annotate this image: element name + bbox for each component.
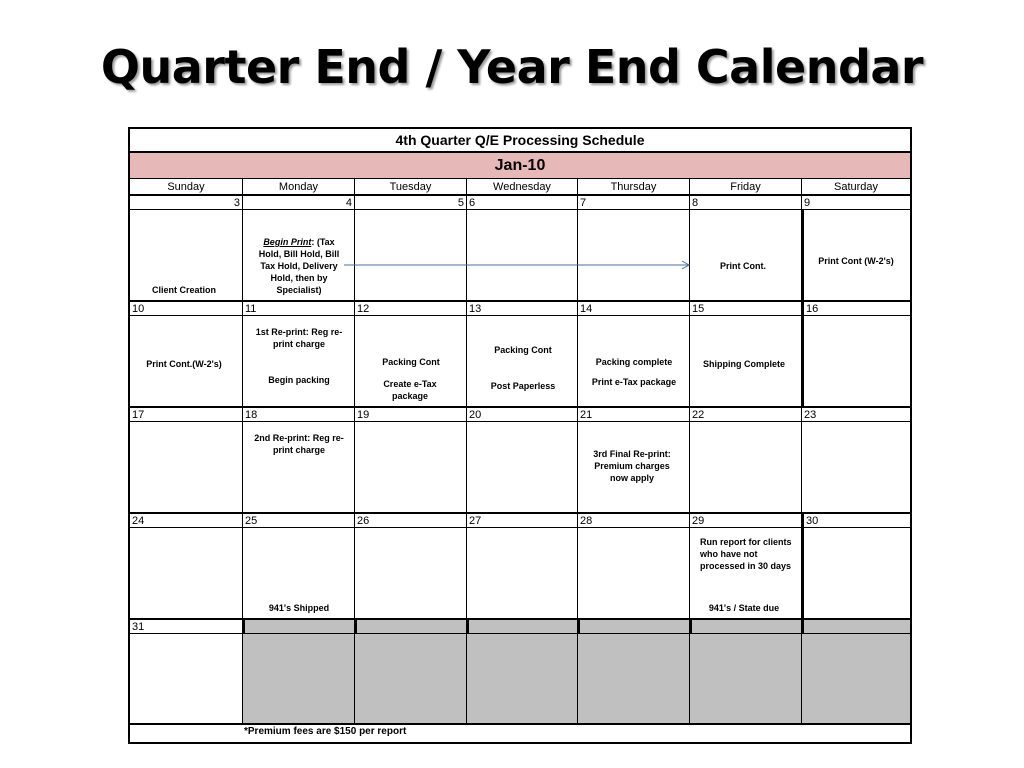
day-cell-29 [689, 528, 801, 619]
date-blank-6 [801, 619, 910, 634]
date-8: 8 [689, 195, 801, 210]
empty-cell-3 [466, 634, 577, 724]
day-cell-16 [801, 316, 910, 407]
empty-cell-5 [689, 634, 801, 724]
note-create-etax: Create e-Tax package [383, 379, 437, 401]
date-12: 12 [354, 301, 466, 316]
dow-sunday: Sunday [130, 179, 242, 195]
day-cell-22 [689, 422, 801, 513]
date-15: 15 [689, 301, 801, 316]
note-post-paperless: Post Paperless [490, 381, 556, 391]
arrow-print-span [344, 259, 694, 271]
empty-cell-6 [801, 634, 910, 724]
date-10: 10 [130, 301, 242, 316]
dow-monday: Monday [242, 179, 354, 195]
date-27: 27 [466, 513, 577, 528]
dow-saturday: Saturday [801, 179, 910, 195]
note-print-cont-fri: Print Cont. [720, 261, 766, 271]
note-print-cont-sun: Print Cont.(W-2's) [146, 359, 222, 369]
date-26: 26 [354, 513, 466, 528]
day-cell-31 [130, 634, 242, 724]
day-cell-28 [577, 528, 689, 619]
note-shipping-complete: Shipping Complete [703, 359, 785, 369]
date-6: 6 [466, 195, 577, 210]
page-title: Quarter End / Year End Calendar [100, 40, 924, 94]
date-4: 4 [242, 195, 354, 210]
date-blank-2 [354, 619, 466, 634]
date-19: 19 [354, 407, 466, 422]
schedule-header: 4th Quarter Q/E Processing Schedule [130, 129, 910, 153]
note-packing-cont-wed: Packing Cont [494, 345, 552, 355]
day-cell-6 [466, 210, 577, 301]
date-20: 20 [466, 407, 577, 422]
day-cell-17 [130, 422, 242, 513]
day-cell-8 [689, 210, 801, 301]
day-cell-4 [242, 210, 354, 301]
note-packing-cont-tue: Packing Cont [382, 357, 440, 367]
day-cell-27 [466, 528, 577, 619]
note-print-etax: Print e-Tax package [591, 377, 677, 387]
date-31: 31 [130, 619, 242, 634]
note-941-shipped: 941's Shipped [268, 603, 330, 613]
date-13: 13 [466, 301, 577, 316]
date-blank-5 [689, 619, 801, 634]
note-run-report: Run report for clients who have not processed in 30 days [700, 537, 792, 571]
empty-cell-4 [577, 634, 689, 724]
footer-divider [130, 724, 910, 725]
day-cell-12 [354, 316, 466, 407]
begin-print-details: : (Tax Hold, Bill Hold, Bill Tax Hold, Delivery Hold, then by Specialist) [258, 237, 340, 295]
date-29: 29 [689, 513, 801, 528]
footer-note: *Premium fees are $150 per report [244, 726, 407, 737]
date-28: 28 [577, 513, 689, 528]
note-begin-print [251, 236, 347, 296]
day-cell-5 [354, 210, 466, 301]
day-cell-24 [130, 528, 242, 619]
date-blank-3 [466, 619, 577, 634]
day-cell-11 [242, 316, 354, 407]
date-5: 5 [354, 195, 466, 210]
day-cell-3 [130, 210, 242, 301]
date-3: 3 [130, 195, 242, 210]
dow-thursday: Thursday [577, 179, 689, 195]
begin-print-label: Begin Print [263, 237, 312, 247]
dow-wednesday: Wednesday [466, 179, 577, 195]
date-18: 18 [242, 407, 354, 422]
note-client-creation: Client Creation [151, 285, 216, 295]
day-cell-13 [466, 316, 577, 407]
empty-cell-2 [354, 634, 466, 724]
note-reprint-3: 3rd Final Re-print: Premium charges now apply [593, 449, 671, 483]
date-25: 25 [242, 513, 354, 528]
date-blank-4 [577, 619, 689, 634]
note-packing-complete: Packing complete [595, 357, 673, 367]
day-cell-20 [466, 422, 577, 513]
day-cell-14 [577, 316, 689, 407]
note-print-cont-sat: Print Cont (W-2's) [818, 256, 894, 266]
calendar-table [128, 127, 912, 744]
dow-tuesday: Tuesday [354, 179, 466, 195]
date-24: 24 [130, 513, 242, 528]
day-cell-30 [801, 528, 910, 619]
date-14: 14 [577, 301, 689, 316]
date-9: 9 [801, 195, 910, 210]
date-21: 21 [577, 407, 689, 422]
day-cell-23 [801, 422, 910, 513]
date-30: 30 [801, 513, 910, 528]
month-label: Jan-10 [130, 153, 910, 179]
note-reprint-1: 1st Re-print: Reg re-print charge [255, 327, 343, 349]
day-cell-25 [242, 528, 354, 619]
date-blank-1 [242, 619, 354, 634]
day-cell-18 [242, 422, 354, 513]
date-23: 23 [801, 407, 910, 422]
note-reprint-2: 2nd Re-print: Reg re-print charge [254, 433, 344, 455]
day-cell-15 [689, 316, 801, 407]
date-7: 7 [577, 195, 689, 210]
day-cell-7 [577, 210, 689, 301]
day-cell-10 [130, 316, 242, 407]
date-17: 17 [130, 407, 242, 422]
dow-friday: Friday [689, 179, 801, 195]
day-cell-26 [354, 528, 466, 619]
day-cell-21 [577, 422, 689, 513]
date-22: 22 [689, 407, 801, 422]
day-cell-19 [354, 422, 466, 513]
day-cell-9 [801, 210, 910, 301]
note-state-due: 941's / State due [708, 603, 780, 613]
date-16: 16 [801, 301, 910, 316]
empty-cell-1 [242, 634, 354, 724]
note-begin-packing: Begin packing [268, 375, 330, 385]
date-11: 11 [242, 301, 354, 316]
